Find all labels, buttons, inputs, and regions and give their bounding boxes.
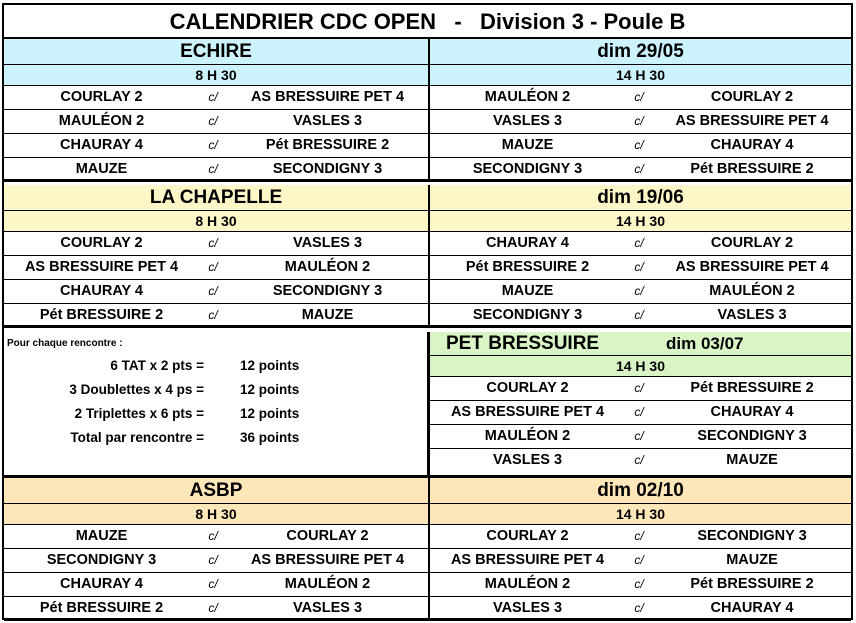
calendar-sheet <box>2 3 853 620</box>
venue-name: ECHIRE <box>4 39 430 64</box>
time-row <box>4 65 851 86</box>
match-right <box>430 110 851 133</box>
home-team: MAULÉON 2 <box>484 576 571 592</box>
versus-label: c/ <box>634 405 644 419</box>
scoring-line <box>4 402 427 426</box>
away-team: VASLES 3 <box>292 600 363 616</box>
match-row <box>430 401 851 425</box>
time-row <box>4 504 851 525</box>
away-team: VASLES 3 <box>292 235 363 251</box>
time-slot-afternoon: 14 H 30 <box>615 213 666 229</box>
away-team: MAUZE <box>301 307 354 323</box>
versus-label: c/ <box>634 601 644 615</box>
home-team: COURLAY 2 <box>60 89 143 105</box>
versus-label: c/ <box>208 260 218 274</box>
away-team: MAULÉON 2 <box>709 283 795 299</box>
away-team: CHAURAY 4 <box>710 137 794 153</box>
match-row <box>430 425 851 449</box>
match-right <box>430 573 851 596</box>
match-left <box>4 304 430 325</box>
match-right <box>430 256 851 279</box>
match-row <box>4 549 851 573</box>
home-team: COURLAY 2 <box>486 528 569 544</box>
match-row <box>4 134 851 158</box>
match-right <box>430 597 851 618</box>
time-slot-afternoon: 14 H 30 <box>615 506 666 522</box>
home-team: SECONDIGNY 3 <box>472 307 583 323</box>
match-right <box>430 86 851 109</box>
home-team: SECONDIGNY 3 <box>46 552 157 568</box>
scoring-value: 12 points <box>240 406 300 421</box>
time-slot-morning: 8 H 30 <box>4 65 430 85</box>
venue-date: dim 02/10 <box>597 480 684 501</box>
away-team: MAUZE <box>726 452 778 468</box>
home-team: COURLAY 2 <box>60 235 143 251</box>
home-team: SECONDIGNY 3 <box>472 161 583 177</box>
section-pet-bressuire <box>430 332 851 478</box>
match-left <box>4 110 430 133</box>
match-right <box>430 304 851 325</box>
scoring-label: Total par rencontre = <box>70 430 204 445</box>
home-team: AS BRESSUIRE PET 4 <box>24 259 179 275</box>
time-slot-morning: 8 H 30 <box>4 211 430 231</box>
match-left <box>4 525 430 548</box>
time-row <box>4 211 851 232</box>
time-slot: 14 H 30 <box>430 356 851 377</box>
versus-label: c/ <box>208 308 218 322</box>
match-left <box>4 158 430 179</box>
match-row <box>4 110 851 134</box>
venue-date: dim 19/06 <box>597 187 684 208</box>
scoring-value: 12 points <box>240 358 300 373</box>
home-team: VASLES 3 <box>492 113 563 129</box>
venue-row <box>4 39 851 65</box>
away-team: AS BRESSUIRE PET 4 <box>250 552 405 568</box>
venue-row <box>4 478 851 504</box>
match-row <box>430 449 851 473</box>
venue-name: PET BRESSUIRE <box>446 333 600 354</box>
scoring-value: 36 points <box>240 430 300 445</box>
away-team: VASLES 3 <box>717 307 787 323</box>
scoring-header: Pour chaque rencontre : <box>7 338 123 349</box>
home-team: MAULÉON 2 <box>484 89 571 105</box>
away-team: COURLAY 2 <box>710 235 794 251</box>
match-left <box>4 256 430 279</box>
away-team: Pét BRESSUIRE 2 <box>265 137 390 153</box>
match-row <box>4 280 851 304</box>
versus-label: c/ <box>208 601 218 615</box>
match-row <box>4 304 851 328</box>
versus-label: c/ <box>208 162 218 176</box>
time-slot-afternoon: 14 H 30 <box>615 67 666 83</box>
match-right <box>430 549 851 572</box>
home-team: VASLES 3 <box>492 452 563 468</box>
venue-date: dim 03/07 <box>666 334 744 353</box>
match-row <box>4 573 851 597</box>
versus-label: c/ <box>634 260 644 274</box>
match-left <box>4 597 430 618</box>
match-row <box>4 256 851 280</box>
venue-row <box>4 185 851 211</box>
home-team: MAUZE <box>501 283 554 299</box>
away-team: AS BRESSUIRE PET 4 <box>250 89 405 105</box>
away-team: MAULÉON 2 <box>284 259 371 275</box>
versus-label: c/ <box>634 138 644 152</box>
home-team: AS BRESSUIRE PET 4 <box>450 552 605 568</box>
section-asbp <box>4 478 851 621</box>
versus-label: c/ <box>634 529 644 543</box>
home-team: VASLES 3 <box>492 600 563 616</box>
match-left <box>4 280 430 303</box>
match-left <box>4 134 430 157</box>
away-team: SECONDIGNY 3 <box>697 428 807 444</box>
home-team: CHAURAY 4 <box>60 137 143 153</box>
match-right <box>430 134 851 157</box>
match-right <box>430 232 851 255</box>
away-team: Pét BRESSUIRE 2 <box>690 380 814 396</box>
versus-label: c/ <box>634 453 644 467</box>
home-team: Pét BRESSUIRE 2 <box>39 600 164 616</box>
versus-label: c/ <box>634 162 644 176</box>
venue-name: ASBP <box>4 478 430 503</box>
away-team: AS BRESSUIRE PET 4 <box>675 259 829 275</box>
match-left <box>4 573 430 596</box>
versus-label: c/ <box>634 284 644 298</box>
page-title: CALENDRIER CDC OPEN - Division 3 - Poule B <box>4 5 851 39</box>
away-team: COURLAY 2 <box>286 528 369 544</box>
scoring-line <box>4 354 427 378</box>
venue-row <box>430 332 851 356</box>
away-team: COURLAY 2 <box>710 89 794 105</box>
away-team: AS BRESSUIRE PET 4 <box>675 113 829 129</box>
match-right <box>430 158 851 179</box>
home-team: MAUZE <box>501 137 554 153</box>
match-right <box>430 525 851 548</box>
away-team: MAUZE <box>726 552 778 568</box>
time-slot-morning: 8 H 30 <box>4 504 430 524</box>
match-right <box>430 280 851 303</box>
versus-label: c/ <box>634 429 644 443</box>
versus-label: c/ <box>208 236 218 250</box>
scoring-info <box>4 332 430 478</box>
away-team: Pét BRESSUIRE 2 <box>690 161 814 177</box>
scoring-label: 6 TAT x 2 pts = <box>110 358 204 373</box>
away-team: MAULÉON 2 <box>284 576 371 592</box>
away-team: CHAURAY 4 <box>710 404 794 420</box>
venue-name: LA CHAPELLE <box>4 185 430 210</box>
home-team: Pét BRESSUIRE 2 <box>465 259 590 275</box>
versus-label: c/ <box>634 381 644 395</box>
match-left <box>4 86 430 109</box>
match-row <box>4 158 851 182</box>
versus-label: c/ <box>208 114 218 128</box>
match-row <box>4 86 851 110</box>
versus-label: c/ <box>634 553 644 567</box>
versus-label: c/ <box>208 90 218 104</box>
versus-label: c/ <box>208 553 218 567</box>
scoring-label: 2 Triplettes x 6 pts = <box>74 406 204 421</box>
away-team: Pét BRESSUIRE 2 <box>690 576 814 592</box>
home-team: MAUZE <box>75 528 128 544</box>
match-row <box>430 377 851 401</box>
scoring-value: 12 points <box>240 382 300 397</box>
home-team: CHAURAY 4 <box>486 235 569 251</box>
scoring-line <box>4 426 427 450</box>
versus-label: c/ <box>634 236 644 250</box>
home-team: MAULÉON 2 <box>484 428 571 444</box>
scoring-line <box>4 378 427 402</box>
section-la-chapelle <box>4 185 851 328</box>
home-team: CHAURAY 4 <box>60 283 143 299</box>
versus-label: c/ <box>634 308 644 322</box>
versus-label: c/ <box>634 90 644 104</box>
match-left <box>4 232 430 255</box>
versus-label: c/ <box>634 577 644 591</box>
versus-label: c/ <box>634 114 644 128</box>
scoring-label: 3 Doublettes x 4 ps = <box>69 382 204 397</box>
versus-label: c/ <box>208 529 218 543</box>
home-team: AS BRESSUIRE PET 4 <box>450 404 605 420</box>
versus-label: c/ <box>208 138 218 152</box>
away-team: SECONDIGNY 3 <box>697 528 807 544</box>
home-team: MAUZE <box>75 161 128 177</box>
section-echire <box>4 39 851 182</box>
away-team: SECONDIGNY 3 <box>272 161 383 177</box>
versus-label: c/ <box>208 284 218 298</box>
match-left <box>4 549 430 572</box>
home-team: Pét BRESSUIRE 2 <box>39 307 164 323</box>
versus-label: c/ <box>208 577 218 591</box>
match-row <box>4 232 851 256</box>
home-team: COURLAY 2 <box>486 380 569 396</box>
match-row <box>4 597 851 621</box>
away-team: VASLES 3 <box>292 113 363 129</box>
match-row <box>4 525 851 549</box>
away-team: SECONDIGNY 3 <box>272 283 383 299</box>
home-team: CHAURAY 4 <box>60 576 143 592</box>
home-team: MAULÉON 2 <box>58 113 145 129</box>
venue-date: dim 29/05 <box>597 41 684 62</box>
away-team: CHAURAY 4 <box>710 600 794 616</box>
